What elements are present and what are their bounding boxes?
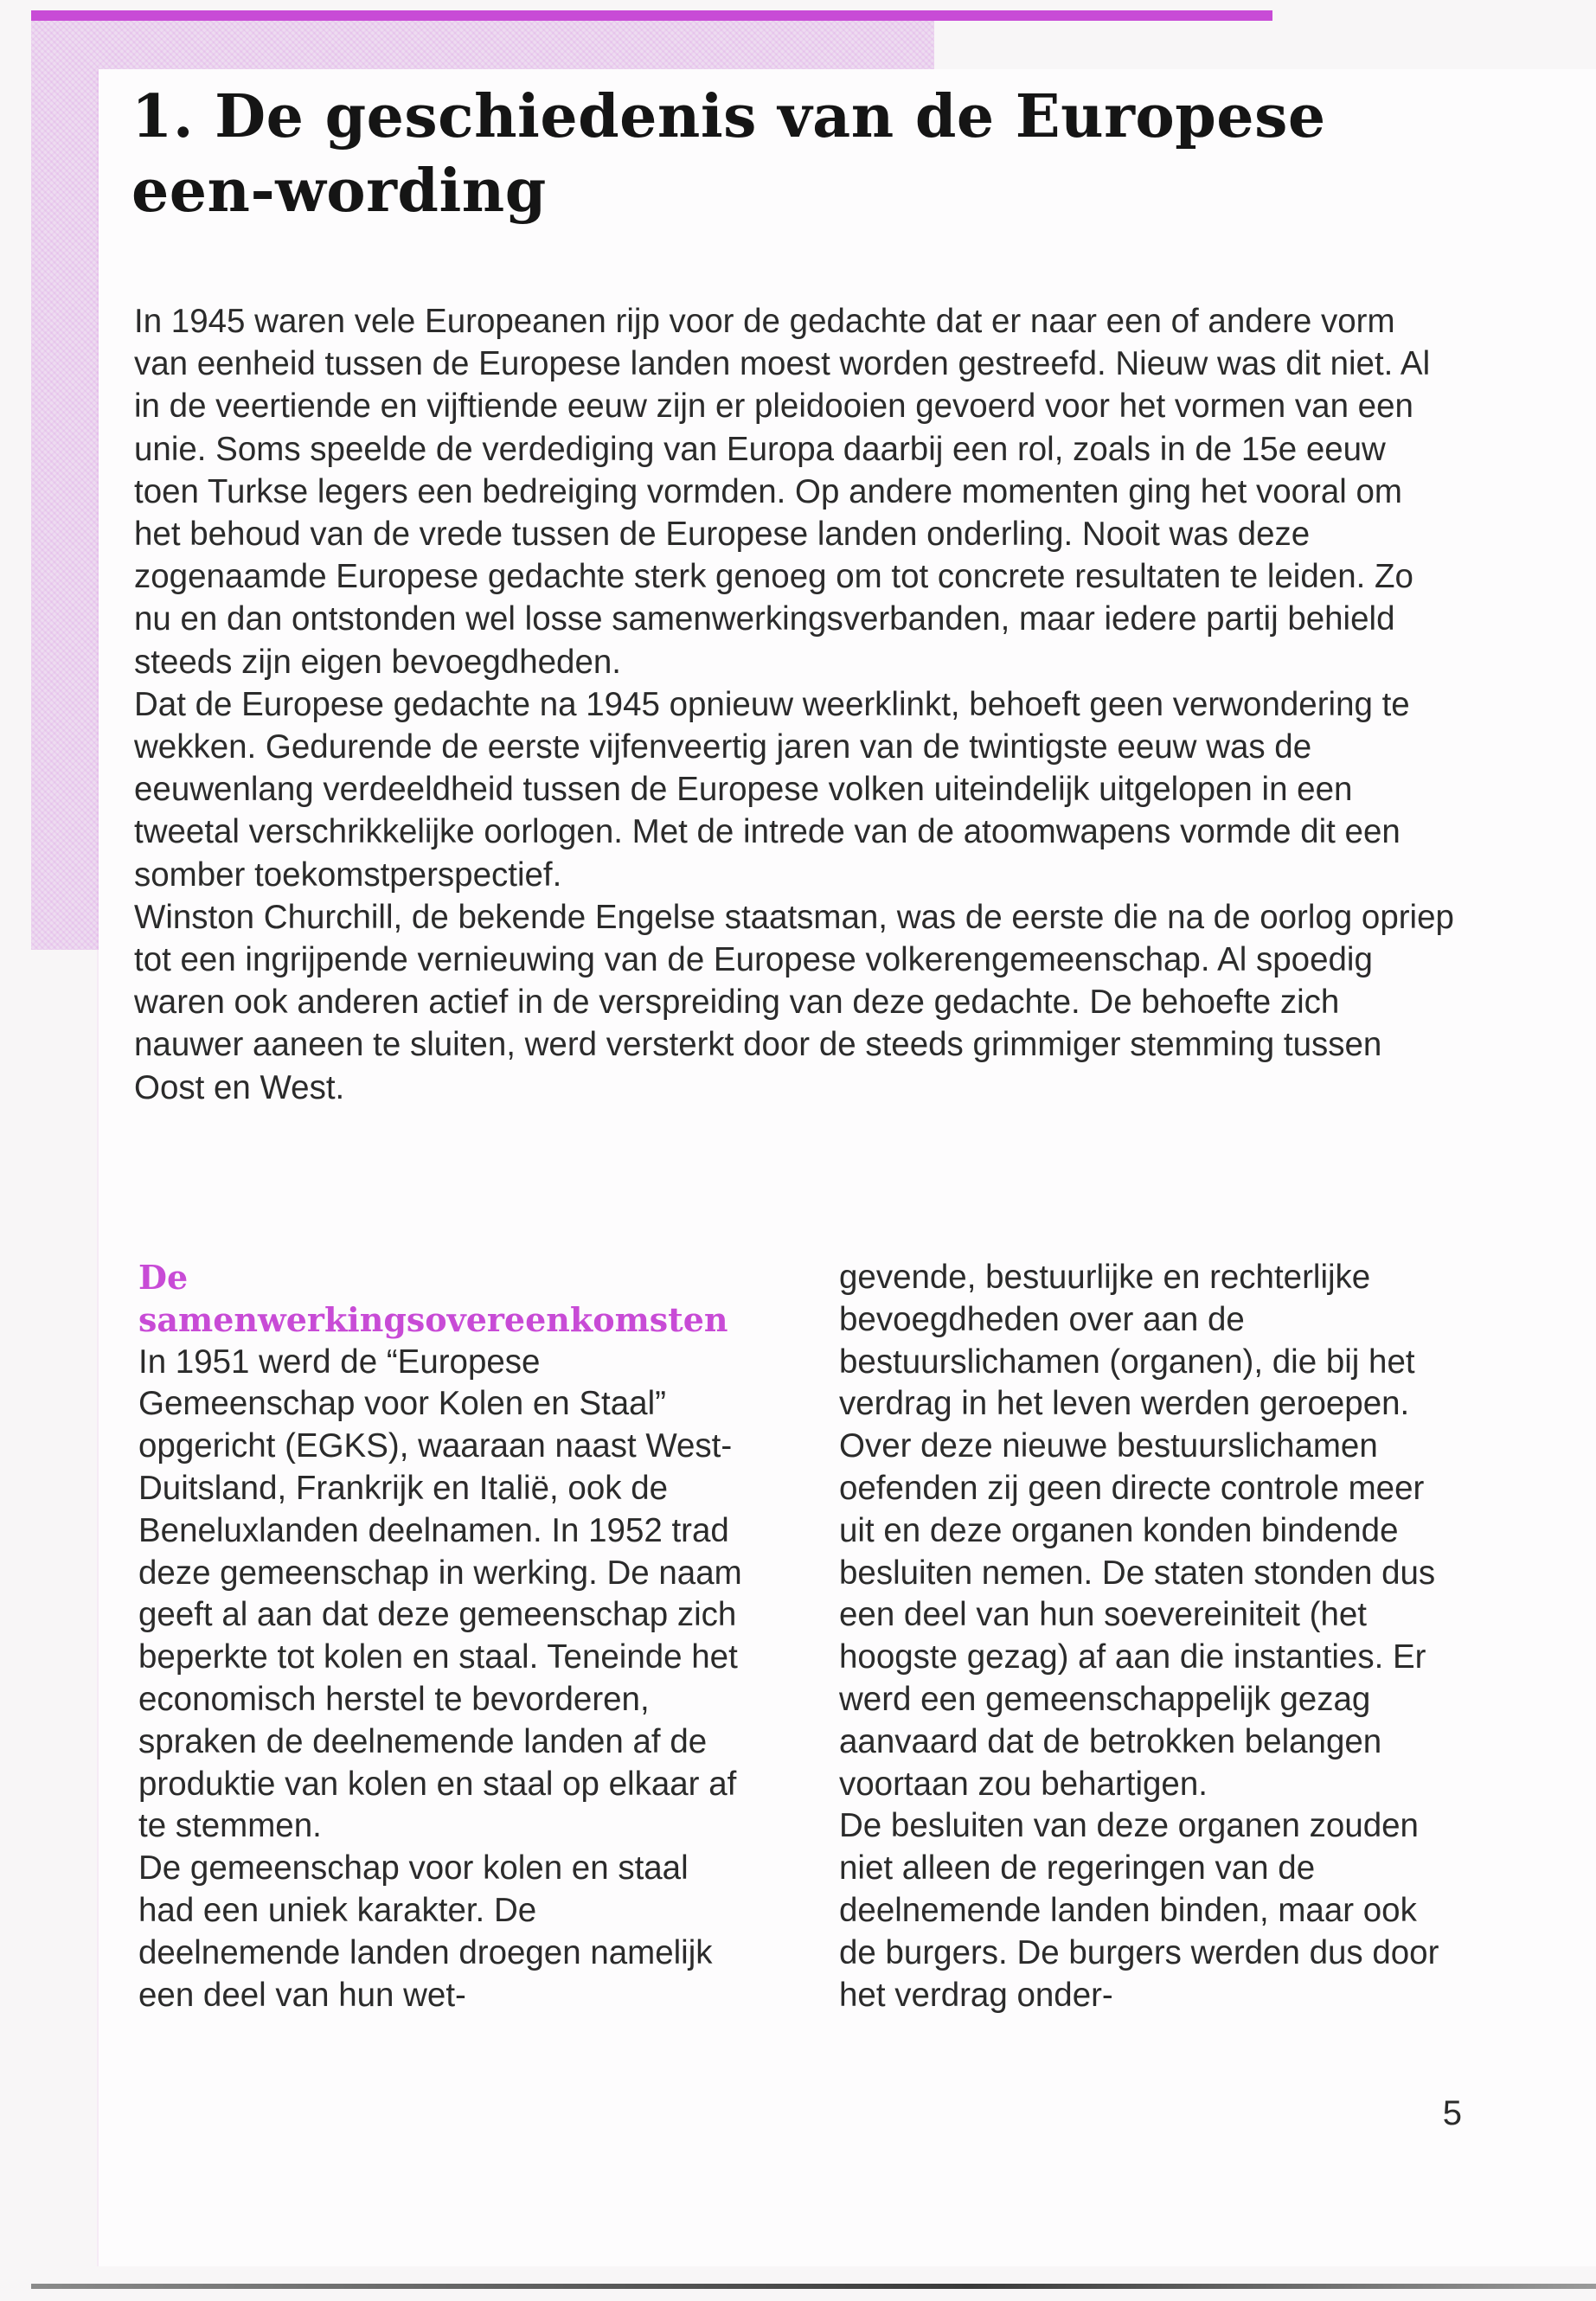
left-column: [138, 1257, 744, 2016]
page-title: 1. De geschiedenis van de Europese een-wording: [131, 82, 1326, 226]
left-column-paragraph: De gemeenschap voor kolen en staal had een uniek karakter. De deelnemende landen droegen namelijk een deel van hun wet-: [138, 1849, 713, 2014]
right-column-paragraph: gevende, bestuurlijke en rechterlijke bevoegdheden over aan de bestuurslichamen (organen), die bij het verdrag in het leven werden geroepen. Over deze nieuwe bestuurslichamen oefenden zij geen directe controle meer uit en deze organen konden bindende besluiten nemen. De staten stonden dus een deel van hun soevereiniteit (het hoogste gezag) af aan die instanties. Er werd een gemeenschappelijk gezag aanvaard dat de betrokken belangen voortaan zou behartigen.: [839, 1259, 1436, 1803]
section-heading: De samenwerkingsovereenkomsten: [138, 1258, 728, 1339]
left-column-paragraph: In 1951 werd de “Europese Gemeenschap voor Kolen en Staal” opgericht (EGKS), waaraan naast West-Duitsland, Frankrijk en Italië, ook de Beneluxlanden deelnamen. In 1952 trad deze gemeenschap in werking. De naam geeft al aan dat deze gemeenschap zich beperkte tot kolen en staal. Teneinde het economisch herstel te bevorderen, spraken de deelnemende landen af de produktie van kolen en staal op elkaar af te stemmen.: [138, 1343, 742, 1845]
top-accent-bar: [31, 10, 1272, 21]
page-number: 5: [1442, 2094, 1462, 2132]
right-column-paragraph: De besluiten van deze organen zouden niet alleen de regeringen van de deelnemende landen binden, maar ook de burgers. De burgers werden dus door het verdrag onder-: [839, 1807, 1439, 2014]
intro-paragraph: Dat de Europese gedachte na 1945 opnieuw weerklinkt, behoeft geen verwondering te wekken. Gedurende de eerste vijfenveertig jaren van de twintigste eeuw was de eeuwenlang verdeeldheid tussen de Europese volken uiteindelijk uitgelopen in een tweetal verschrikkelijke oorlogen. Met de intrede van de atoomwapens vormde dit een somber toekomstperspectief.: [134, 685, 1410, 894]
intro-paragraph: In 1945 waren vele Europeanen rijp voor de gedachte dat er naar een of andere vorm van eenheid tussen de Europese landen moest worden gestreefd. Nieuw was dit niet. Al in de veertiende en vijftiende eeuw zijn er pleidooien gevoerd voor het vormen van een unie. Soms speelde de verdediging van Europa daarbij een rol, zoals in de 15e eeuw toen Turkse legers een bedreiging vormden. Op andere momenten ging het vooral om het behoud van de vrede tussen de Europese landen onderling. Nooit was deze zogenaamde Europese gedachte sterk genoeg om tot concrete resultaten te leiden. Zo nu en dan ontstonden wel losse samenwerkingsverbanden, maar iedere partij behield steeds zijn eigen bevoegdheden.: [134, 303, 1431, 681]
intro-paragraph: Winston Churchill, de bekende Engelse staatsman, was de eerste die na de oorlog opriep tot een ingrijpende vernieuwing van de Europese volkerengemeenschap. Al spoedig waren ook anderen actief in de verspreiding van deze gedachte. De behoefte zich nauwer aaneen te sluiten, werd versterkt door de steeds grimmiger stemming tussen Oost en West.: [134, 898, 1454, 1106]
right-column: [839, 1257, 1462, 2016]
intro-text: [134, 300, 1458, 1109]
bottom-rule: [31, 2284, 1596, 2289]
